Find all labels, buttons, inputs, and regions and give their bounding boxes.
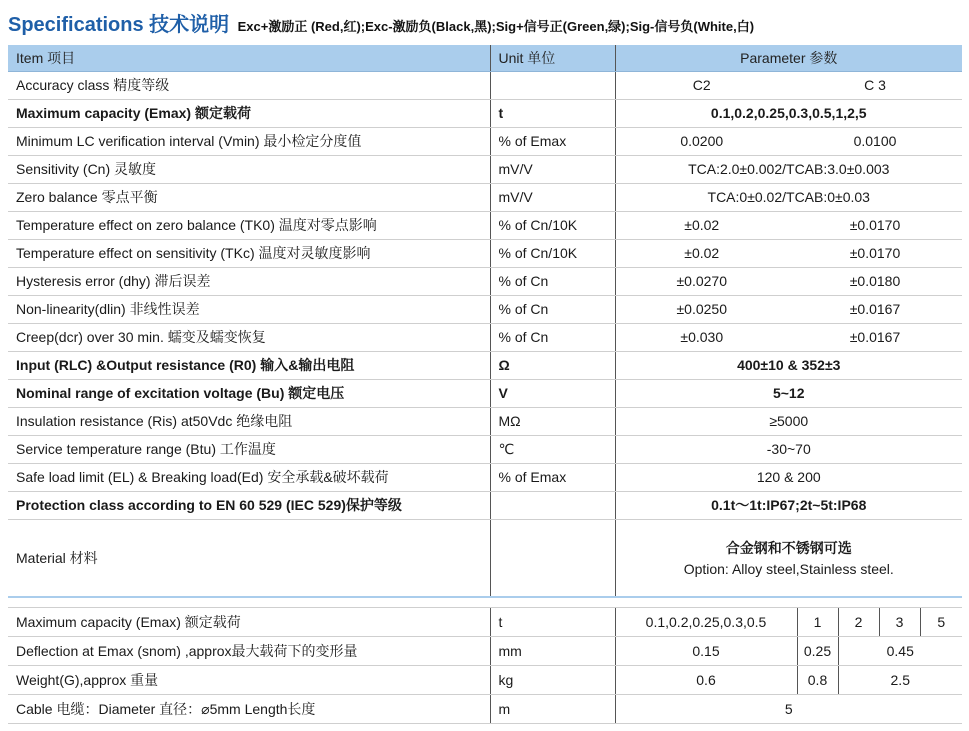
row-item: Zero balance 零点平衡 (8, 183, 490, 211)
row-unit: Ω (490, 351, 615, 379)
row-item: Accuracy class 精度等级 (8, 71, 490, 99)
header-item: Item 项目 (8, 45, 490, 71)
row-value: TCA:0±0.02/TCAB:0±0.03 (615, 183, 962, 211)
table-row (8, 379, 962, 407)
row-value-c3: ±0.0180 (788, 267, 962, 295)
table-row (8, 239, 962, 267)
row-value-c3: ±0.0170 (788, 239, 962, 267)
header-parameter: Parameter 参数 (615, 45, 962, 71)
table-row-material (8, 519, 962, 597)
row-unit: % of Cn/10K (490, 211, 615, 239)
row-item: Temperature effect on sensitivity (TKc) 温度对灵敏度影响 (8, 239, 490, 267)
row-value-c2: ±0.02 (615, 239, 788, 267)
capacity-group-a: 0.1,0.2,0.25,0.3,0.5 (615, 608, 797, 637)
row-item: Hysteresis error (dhy) 滞后误差 (8, 267, 490, 295)
weight-group-b: 0.8 (797, 666, 838, 695)
row-value-c2: C2 (615, 71, 788, 99)
row-unit: MΩ (490, 407, 615, 435)
table-row (8, 99, 962, 127)
row-item: Weight(G),approx 重量 (8, 666, 490, 695)
row-item: Cable 电缆：Diameter 直径：⌀5mm Length长度 (8, 695, 490, 724)
row-unit: % of Cn (490, 295, 615, 323)
row-value-c2: ±0.030 (615, 323, 788, 351)
row-item: Insulation resistance (Ris) at50Vdc 绝缘电阻 (8, 407, 490, 435)
row-value-c3: ±0.0167 (788, 295, 962, 323)
row-item: Temperature effect on zero balance (TK0) 温度对零点影响 (8, 211, 490, 239)
row-value-c3: ±0.0167 (788, 323, 962, 351)
row-item: Maximum capacity (Emax) 额定载荷 (8, 99, 490, 127)
table-header-row (8, 45, 962, 71)
row-value-c2: ±0.0270 (615, 267, 788, 295)
row-item: Protection class according to EN 60 529 (IEC 529)保护等级 (8, 491, 490, 519)
table-row (8, 211, 962, 239)
row-unit: % of Emax (490, 127, 615, 155)
row-unit: % of Cn (490, 323, 615, 351)
row-value: TCA:2.0±0.002/TCAB:3.0±0.003 (615, 155, 962, 183)
row-item: Non-linearity(dlin) 非线性误差 (8, 295, 490, 323)
table-row (8, 608, 962, 637)
capacity-group-c: 2 (838, 608, 879, 637)
row-value: ≥5000 (615, 407, 962, 435)
wiring-legend: Exc+激励正 (Red,红);Exc-激励负(Black,黑);Sig+信号正(Green,绿);Sig-信号负(White,白) (237, 19, 755, 34)
row-unit: t (490, 99, 615, 127)
capacity-group-b: 1 (797, 608, 838, 637)
row-value-c3: C 3 (788, 71, 962, 99)
table-row (8, 155, 962, 183)
row-item: Nominal range of excitation voltage (Bu) 额定电压 (8, 379, 490, 407)
row-unit (490, 491, 615, 519)
row-unit (490, 71, 615, 99)
row-item: Creep(dcr) over 30 min. 蠕变及蠕变恢复 (8, 323, 490, 351)
weight-group-a: 0.6 (615, 666, 797, 695)
table-row (8, 491, 962, 519)
material-value-en: Option: Alloy steel,Stainless steel. (683, 561, 894, 578)
row-unit: % of Cn/10K (490, 239, 615, 267)
row-value: 0.1,0.2,0.25,0.3,0.5,1,2,5 (615, 99, 962, 127)
specifications-table (8, 45, 962, 598)
row-unit: ℃ (490, 435, 615, 463)
capacity-table (8, 607, 962, 724)
row-value: -30~70 (615, 435, 962, 463)
row-value-c2: ±0.02 (615, 211, 788, 239)
table-row (8, 127, 962, 155)
row-value-c3: 0.0100 (788, 127, 962, 155)
table-row (8, 295, 962, 323)
table-row (8, 637, 962, 666)
row-item: Deflection at Emax (snom) ,approx最大载荷下的变形量 (8, 637, 490, 666)
row-value: 400±10 & 352±3 (615, 351, 962, 379)
cable-length-value: 5 (615, 695, 962, 724)
deflection-group-b: 0.25 (797, 637, 838, 666)
row-unit: m (490, 695, 615, 724)
row-unit (490, 519, 615, 597)
row-value-c2: 0.0200 (615, 127, 788, 155)
table-row (8, 323, 962, 351)
row-unit: % of Emax (490, 463, 615, 491)
table-row (8, 407, 962, 435)
row-unit: t (490, 608, 615, 637)
table-row (8, 463, 962, 491)
table-row (8, 71, 962, 99)
row-value: 5~12 (615, 379, 962, 407)
row-item: Input (RLC) &Output resistance (R0) 输入&输出电阻 (8, 351, 490, 379)
material-value-zh: 合金钢和不锈钢可选 (725, 540, 852, 557)
row-unit: mV/V (490, 183, 615, 211)
row-value-c3: ±0.0170 (788, 211, 962, 239)
weight-group-cde: 2.5 (838, 666, 962, 695)
table-row (8, 695, 962, 724)
row-value: 120 & 200 (615, 463, 962, 491)
row-item: Minimum LC verification interval (Vmin) 最小检定分度值 (8, 127, 490, 155)
table-row (8, 666, 962, 695)
page-title: Specifications 技术说明 (8, 14, 230, 36)
row-unit: mm (490, 637, 615, 666)
table-row (8, 183, 962, 211)
row-unit: mV/V (490, 155, 615, 183)
row-value: 0.1t～1t:IP67;2t~5t:IP68 (615, 491, 962, 519)
row-unit: kg (490, 666, 615, 695)
row-unit: V (490, 379, 615, 407)
row-item: Sensitivity (Cn) 灵敏度 (8, 155, 490, 183)
row-unit: % of Cn (490, 267, 615, 295)
row-item: Service temperature range (Btu) 工作温度 (8, 435, 490, 463)
row-value-c2: ±0.0250 (615, 295, 788, 323)
deflection-group-cde: 0.45 (838, 637, 962, 666)
table-row (8, 351, 962, 379)
deflection-group-a: 0.15 (615, 637, 797, 666)
capacity-group-d: 3 (879, 608, 920, 637)
table-row (8, 267, 962, 295)
row-item: Material 材料 (8, 519, 490, 597)
capacity-group-e: 5 (920, 608, 962, 637)
table-row (8, 435, 962, 463)
row-item: Safe load limit (EL) & Breaking load(Ed) 安全承载&破坏载荷 (8, 463, 490, 491)
row-item: Maximum capacity (Emax) 额定载荷 (8, 608, 490, 637)
header-unit: Unit 单位 (490, 45, 615, 71)
row-value (615, 519, 962, 597)
page-header (8, 8, 754, 36)
